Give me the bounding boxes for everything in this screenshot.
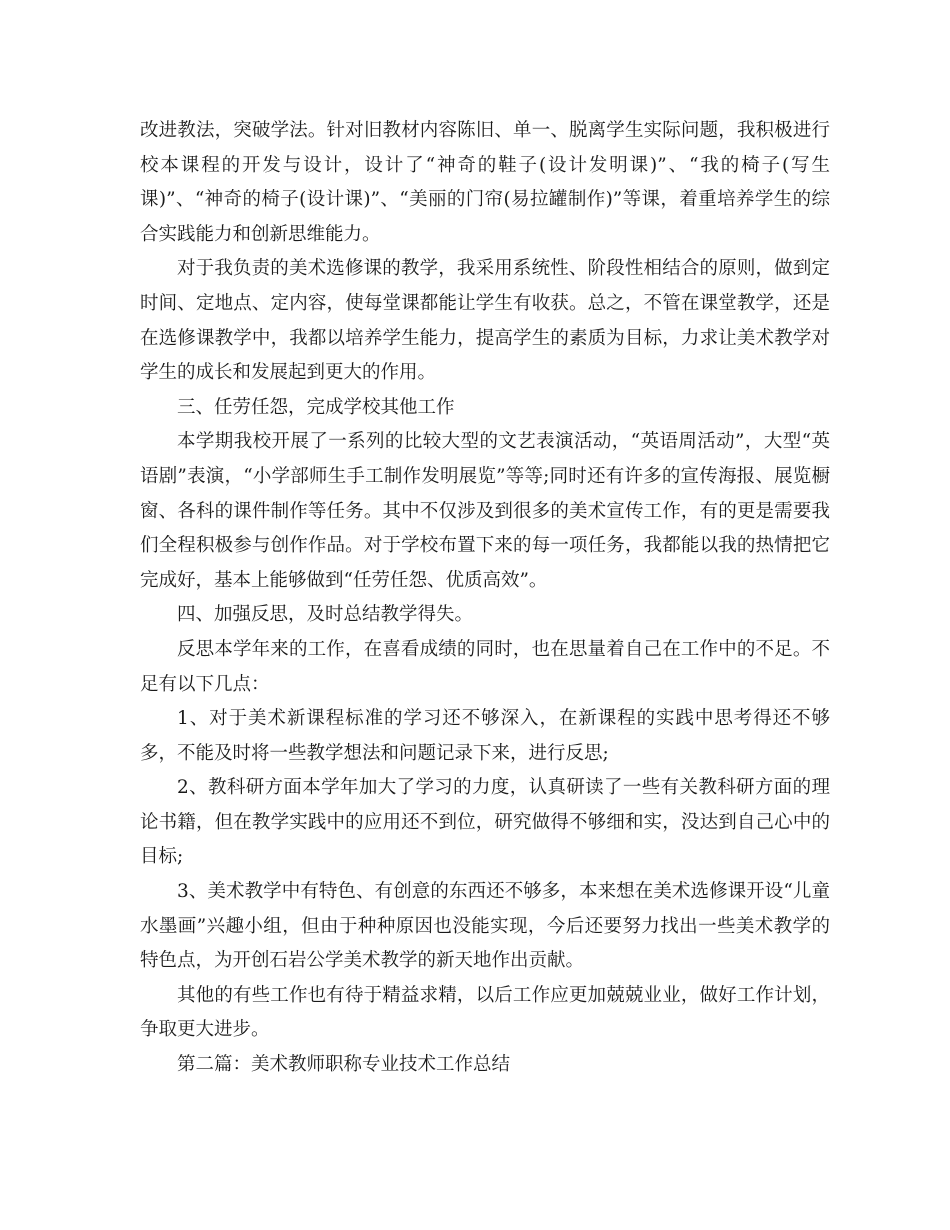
next-article-title: 第二篇：美术教师职称专业技术工作总结 <box>177 1054 511 1076</box>
list-item-shortcoming-2: 2、教科研方面本学年加大了学习的力度，认真研读了一些有关教科研方面的理论书籍，但在教学实践中的应用还不到位，研究做得不够细和实，没达到自己心中的目标; <box>140 777 830 868</box>
list-item-shortcoming-1: 1、对于美术新课程标准的学习还不够深入，在新课程的实践中思考得还不够多，不能及时将一些教学想法和问题记录下来，进行反思; <box>140 708 830 764</box>
section-heading-other-work: 三、任劳任怨，完成学校其他工作 <box>177 396 455 418</box>
paragraph-shortcomings-intro: 反思本学年来的工作，在喜看成绩的同时，也在思量着自己在工作中的不足。不足有以下几点： <box>140 638 830 695</box>
list-item-shortcoming-3: 3、美术教学中有特色、有创意的东西还不够多，本来想在美术选修课开设“儿童水墨画”兴趣小组，但由于种种原因也没能实现，今后还要努力找出一些美术教学的特色点，为开创石岩公学美术教学的新天地作出贡献。 <box>140 881 830 972</box>
paragraph-school-activities: 本学期我校开展了一系列的比较大型的文艺表演活动，“英语周活动”，大型“英语剧”表演，“小学部师生手工制作发明展览”等等;同时还有许多的宣传海报、展览橱窗、各科的课件制作等任务。其中不仅涉及到很多的美术宣传工作，有的更是需要我们全程积极参与创作作品。对于学校布置下来的每一项任务，我都能以我的热情把它完成好，基本上能够做到“任劳任怨、优质高效”。 <box>140 431 830 591</box>
section-heading-reflection: 四、加强反思，及时总结教学得失。 <box>177 604 474 626</box>
paragraph-closing: 其他的有些工作也有待于精益求精，以后工作应更加兢兢业业，做好工作计划，争取更大进步。 <box>140 984 830 1041</box>
document-page <box>140 114 830 1083</box>
paragraph-curriculum-development: 改进教法，突破学法。针对旧教材内容陈旧、单一、脱离学生实际问题，我积极进行校本课程的开发与设计，设计了“神奇的鞋子(设计发明课)”、“我的椅子(写生课)”、“神奇的椅子(设计课)”、“美丽的门帘(易拉罐制作)”等课，着重培养学生的综合实践能力和创新思维能力。 <box>140 120 830 245</box>
paragraph-elective-teaching: 对于我负责的美术选修课的教学，我采用系统性、阶段性相结合的原则，做到定时间、定地点、定内容，使每堂课都能让学生有收获。总之，不管在课堂教学，还是在选修课教学中，我都以培养学生能力，提高学生的素质为目标，力求让美术教学对学生的成长和发展起到更大的作用。 <box>140 258 830 384</box>
